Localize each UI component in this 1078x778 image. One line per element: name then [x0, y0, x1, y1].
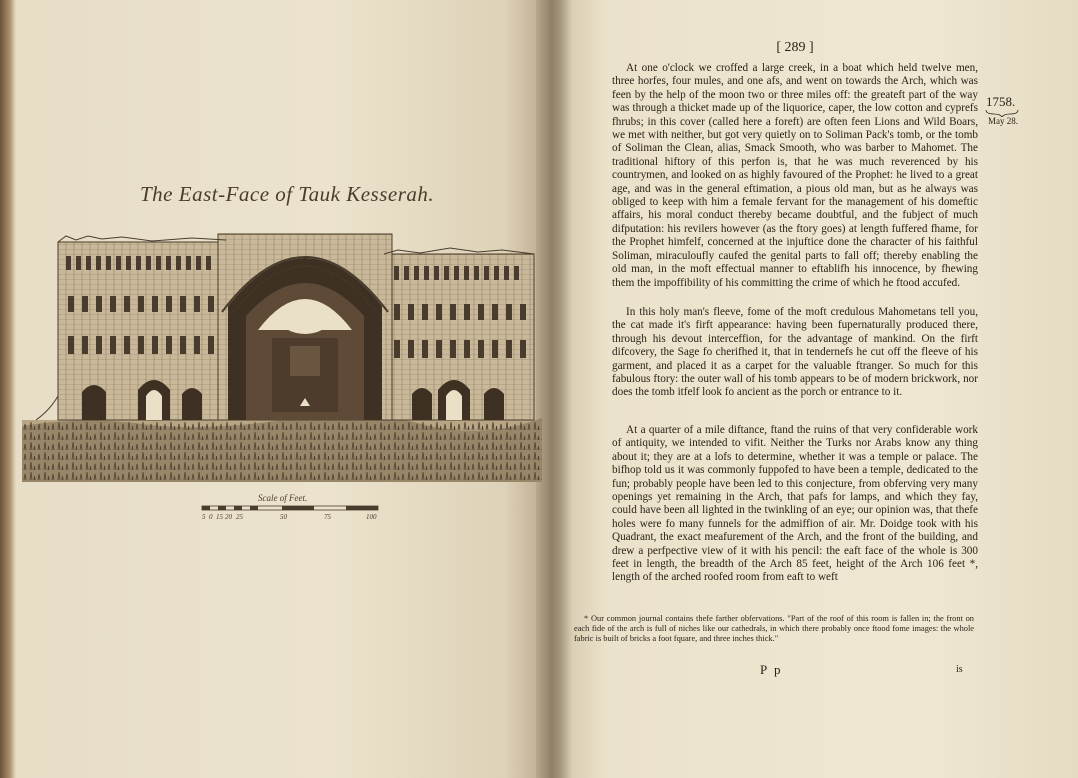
margin-year: 1758.: [986, 94, 1016, 109]
signature-mark: P p: [760, 662, 783, 677]
scale-tick: 75: [324, 513, 331, 521]
paragraph-2-text: In this holy man's fleeve, fome of the moft credulous Mahometans tell you, the cat made it's firft appearance: having been fupernaturally produced there, through his devout interceffion, for the advantage of mankind. On the firft difcovery, the Sage fo cherifhed it, that in tendernefs he cut off the fleeve of his garment, and placed it as a carpet for the valuable ftranger. So much for this fabulous ftory: the outer wall of his tomb appears to be of modern brickwork, nor does the tomb itfelf look fo ancient as the porch or entrance to it.: [612, 306, 978, 399]
scale-tick: 50: [280, 513, 287, 521]
footnote: * Our common journal contains thefe farther obfervations. "Part of the roof of this room is fallen in; the front on each fide of the arch is full of niches like our cathedrals, in which there probably once ftood fome images: the whole fabric is built of bricks a foot fquare, and three inches thick.": [574, 614, 974, 644]
scale-tick: 0: [209, 513, 213, 521]
scale-tick: 100: [366, 513, 377, 521]
page-number: [ 289 ]: [776, 40, 814, 55]
book-cover-edge: [0, 0, 16, 778]
paragraph-1: [612, 62, 978, 302]
scale-tick: 5: [202, 513, 206, 521]
paragraph-2: [612, 306, 978, 412]
margin-date: May 28.: [988, 116, 1018, 126]
engraving-east-face-illustration: [22, 220, 542, 488]
scale-of-feet-bar: [200, 504, 382, 528]
plate-title: The East-Face of Tauk Kesserah.: [140, 182, 435, 206]
catchword: is: [956, 664, 963, 675]
scale-tick: 15: [216, 513, 223, 521]
paragraph-3: [612, 424, 978, 597]
paragraph-1-text: At one o'clock we croffed a large creek, in a boat which held twelve men, three horfes, four mules, and one afs, and went on towards the Arch, which was feen by the help of the moon two or three miles off: the greateft part of the way was through a thicket made up of the liquorice, caper, the low cotton and cyprefs fhrubs; in this cover (called here a foreft) are often feen Lions and Wild Boars, we met with neither, but got very quietly on to Soliman Pack's tomb, or the tomb of Soliman the Clean, alias, Smack Smooth, who was barber to Mahomet. The traditional hiftory of this perfon is, that he was much reverenced by his countrymen, and looked on as highly favoured of the Prophet: he lived to a great age, and was in the general eftimation, a pious old man, but as he always was obliged to keep with him a female fervant for the management of his domeftic affairs, his moral conduct thereby became doubtful, and the fubject of much difputation: his revilers however (as the ftory goes) at length fuffered fhame, for the Prophet himfelf, concerned at the injuftice done the character of his faithful Soliman, miraculoufly caufed the genital parts to fall off; thereby enabling the old man, in the moft effectual manner to eftablifh his innocence, by fhewing them the impoffibility of his committing the crime of which he ftood accufed.: [612, 62, 978, 289]
scale-tick: 20: [225, 513, 232, 521]
scale-label: Scale of Feet.: [258, 493, 308, 503]
paragraph-3-text: At a quarter of a mile diftance, ftand the ruins of that very confiderable work of antiquity, we intended to vifit. Neither the Turks nor Arabs know any thing about it; they are at a lofs to determine, whether it was a temple or palace. The bifhop told us it was commonly fuppofed to have been a temple, dedicated to the fun; probably people have been led to this conjecture, from obferving very many openings yet remaining in the Arch, that pafs for lamps, and which they fay, could have been all lighted in the twinkling of an eye; our opinion was, that thefe holes were fo many funnels for the admiffion of air. Mr. Doidge took with his Quadrant, the exact meafurement of the Arch, and the front of the building, and drew a perfpective view of it with his pencil: the eaft face of the whole is 300 feet in length, the breadth of the Arch 85 feet, height of the Arch 106 feet *, length of the arched roofed room from eaft to weft: [612, 424, 978, 584]
scale-tick: 25: [236, 513, 243, 521]
